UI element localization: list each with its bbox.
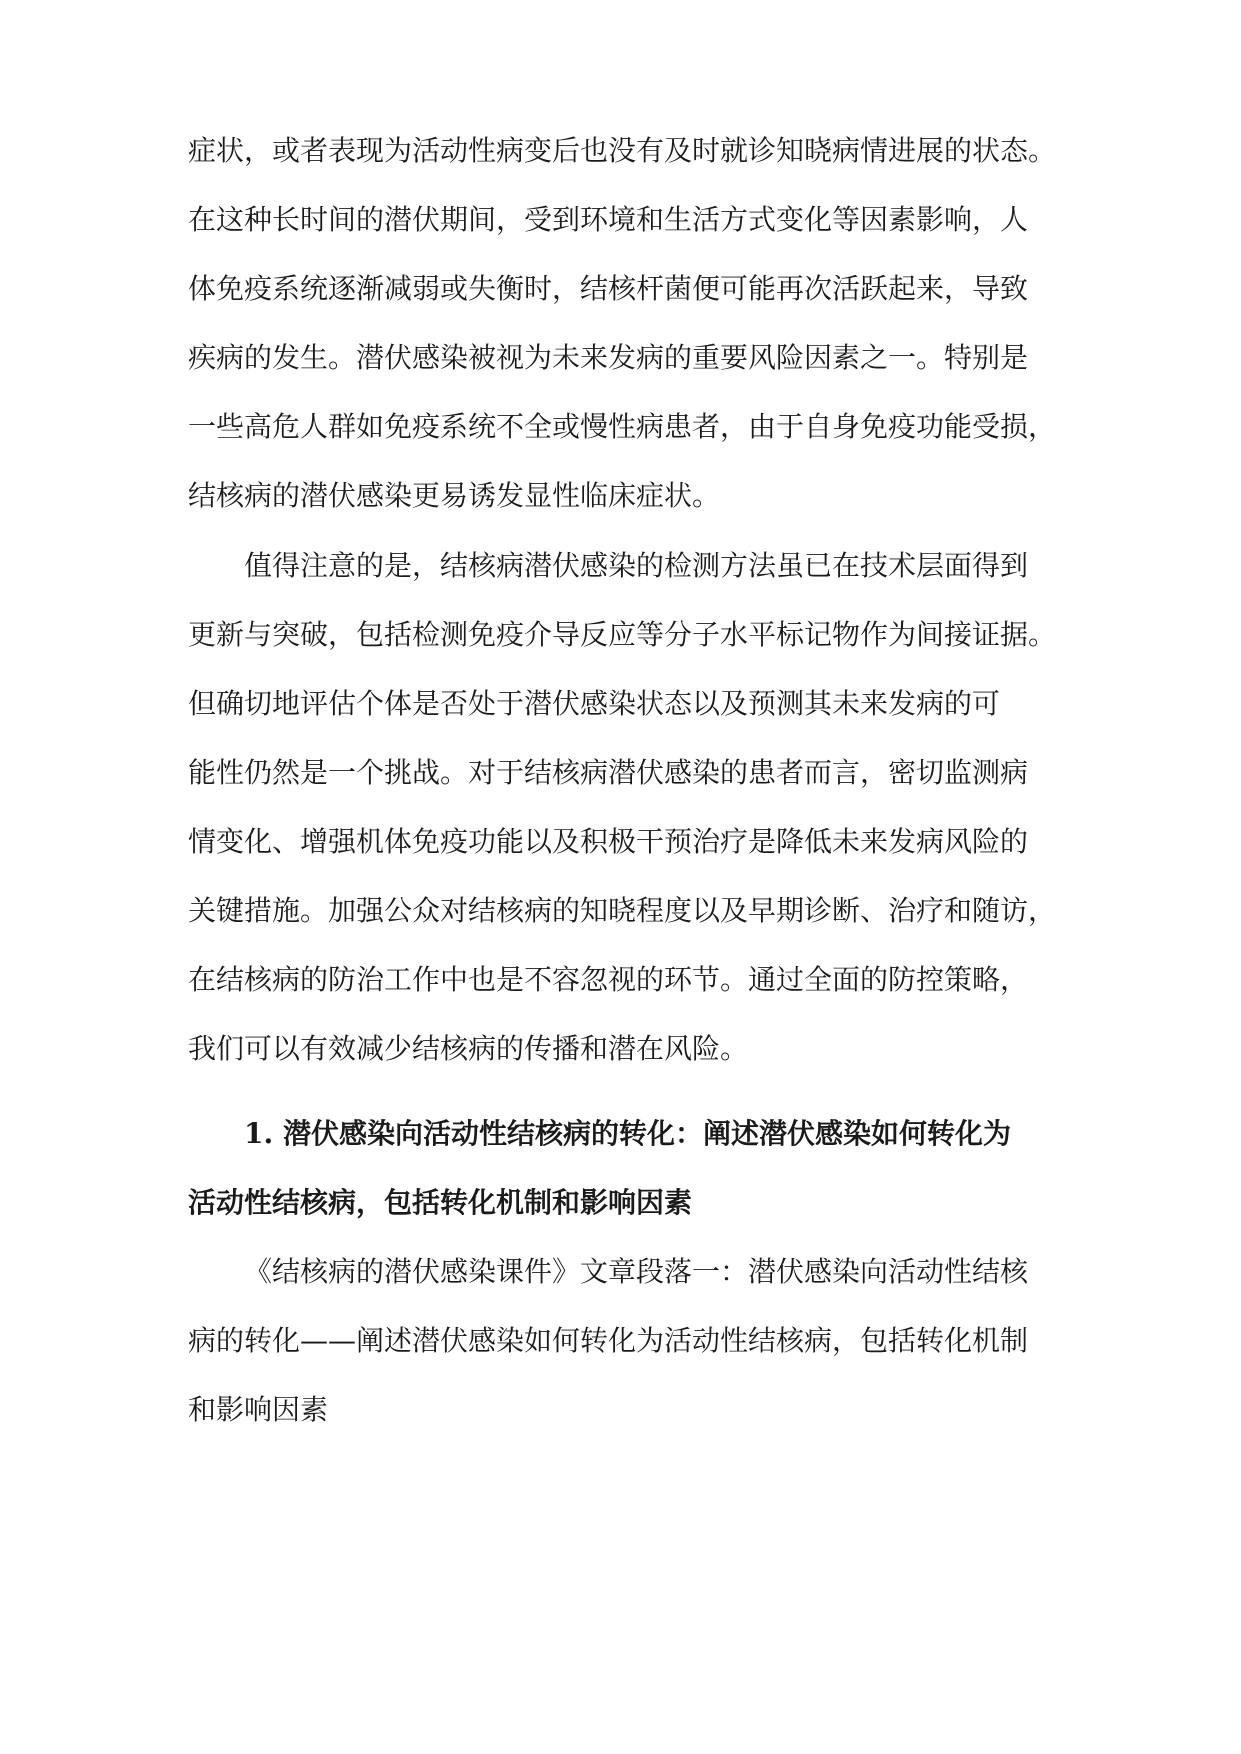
paragraph-line: 在这种长时间的潜伏期间，受到环境和生活方式变化等因素影响，人 [188, 203, 1029, 236]
paragraph-line: 关键措施。加强公众对结核病的知晓程度以及早期诊断、治疗和随访， [188, 894, 1057, 927]
paragraph-line: 值得注意的是，结核病潜伏感染的检测方法虽已在技术层面得到 [244, 549, 1029, 582]
paragraph-line: 我们可以有效减少结核病的传播和潜在风险。 [188, 1032, 749, 1065]
paragraph-line: 病的转化——阐述潜伏感染如何转化为活动性结核病，包括转化机制 [188, 1324, 1029, 1357]
paragraph-line: 在结核病的防治工作中也是不容忽视的环节。通过全面的防控策略， [188, 963, 1029, 996]
paragraph-line: 疾病的发生。潜伏感染被视为未来发病的重要风险因素之一。特别是 [188, 341, 1029, 374]
section-heading: 活动性结核病，包括转化机制和影响因素 [188, 1186, 693, 1219]
paragraph-line: 更新与突破，包括检测免疫介导反应等分子水平标记物作为间接证据。 [188, 618, 1057, 651]
paragraph-line: 情变化、增强机体免疫功能以及积极干预治疗是降低未来发病风险的 [188, 825, 1029, 858]
paragraph-line: 一些高危人群如免疫系统不全或慢性病患者，由于自身免疫功能受损， [188, 410, 1057, 443]
paragraph-line: 但确切地评估个体是否处于潜伏感染状态以及预测其未来发病的可 [188, 687, 1001, 720]
paragraph-line: 和影响因素 [188, 1393, 329, 1426]
paragraph-line: 体免疫系统逐渐减弱或失衡时，结核杆菌便可能再次活跃起来，导致 [188, 272, 1029, 305]
paragraph-line: 《结核病的潜伏感染课件》文章段落一：潜伏感染向活动性结核 [244, 1255, 1029, 1288]
section-heading: 1. 潜伏感染向活动性结核病的转化：阐述潜伏感染如何转化为 [244, 1117, 1011, 1150]
paragraph-line: 结核病的潜伏感染更易诱发显性临床症状。 [188, 479, 721, 512]
paragraph-line: 能性仍然是一个挑战。对于结核病潜伏感染的患者而言，密切监测病 [188, 756, 1029, 789]
paragraph-line: 症状，或者表现为活动性病变后也没有及时就诊知晓病情进展的状态。 [188, 134, 1057, 167]
